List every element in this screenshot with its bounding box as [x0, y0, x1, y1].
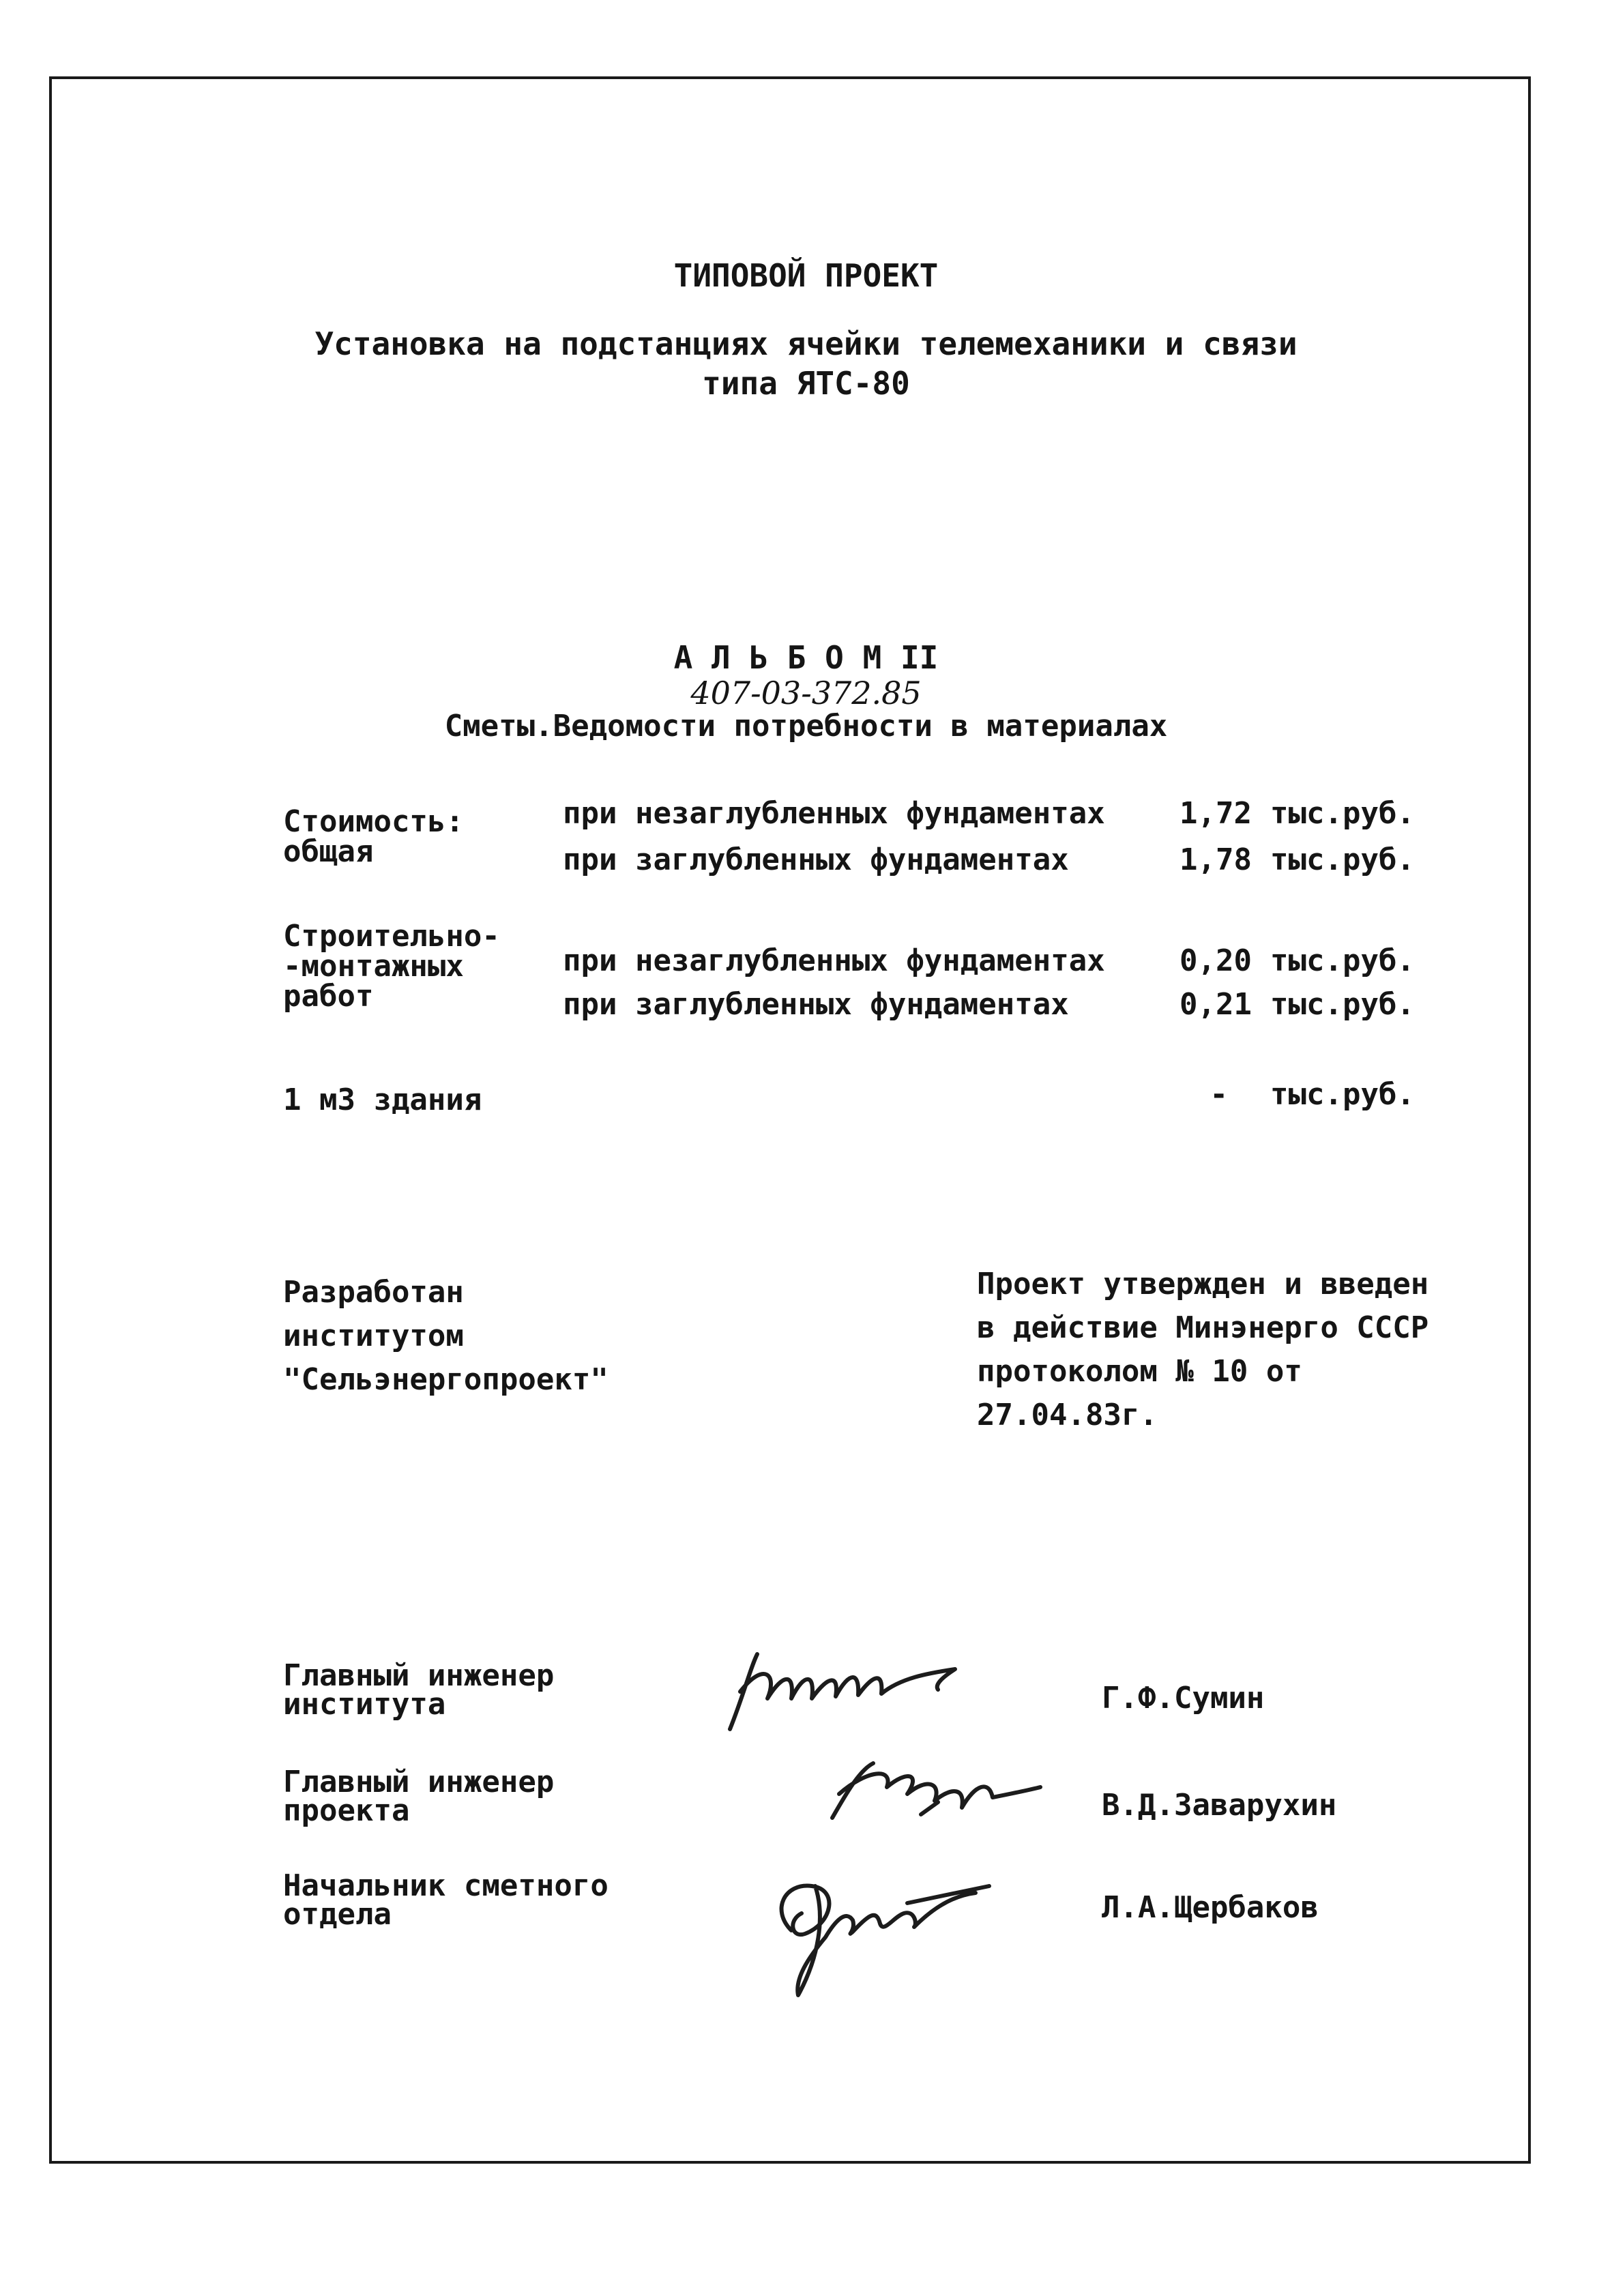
approval-line2: в действие Минэнерго СССР	[977, 1310, 1429, 1345]
signatory2-role-line2: проекта	[283, 1793, 410, 1828]
signatory1-role-line1: Главный инженер	[283, 1658, 555, 1693]
cost-construction-label-1: Строительно-	[283, 919, 500, 954]
signature-2-image	[819, 1753, 1051, 1828]
developer-line3: "Сельэнергопроект"	[283, 1362, 609, 1397]
cost-per-m3-value: -	[1210, 1077, 1228, 1112]
cost-per-m3-label: 1 м3 здания	[283, 1083, 482, 1117]
cost-construction-label-2: -монтажных	[283, 949, 464, 984]
developer-line2: институтом	[283, 1319, 464, 1353]
cost-general-row1-unit: тыс.руб.	[1270, 796, 1415, 831]
approval-line1: Проект утвержден и введен	[977, 1267, 1429, 1301]
cost-construction-row2-value: 0,21	[1179, 987, 1252, 1022]
signature-1-image	[703, 1634, 989, 1736]
album-number: 407-03-372.85	[690, 675, 922, 711]
approval-line4: 27.04.83г.	[977, 1398, 1158, 1432]
cost-general-label-1: Стоимость:	[283, 804, 464, 839]
signatory3-name: Л.А.Щербаков	[1102, 1890, 1319, 1925]
signatory3-role-line2: отдела	[283, 1897, 392, 1932]
cost-general-row2-value: 1,78	[1179, 842, 1252, 877]
cost-general-row2-desc: при заглубленных фундаментах	[563, 842, 1069, 877]
album-label: А Л Ь Б О М II	[673, 639, 939, 676]
signatory1-role-line2: института	[283, 1687, 446, 1722]
doc-type-heading: ТИПОВОЙ ПРОЕКТ	[673, 257, 939, 294]
cost-construction-row1-desc: при незаглубленных фундаментах	[563, 943, 1105, 978]
developer-line1: Разработан	[283, 1275, 464, 1310]
project-title-line2: типа ЯТС-80	[702, 365, 910, 402]
cost-construction-row2-desc: при заглубленных фундаментах	[563, 987, 1069, 1022]
approval-line3: протоколом № 10 от	[977, 1354, 1302, 1389]
cost-general-row2-unit: тыс.руб.	[1270, 842, 1415, 877]
cost-construction-row2-unit: тыс.руб.	[1270, 987, 1415, 1022]
project-title-line1: Установка на подстанциях ячейки телемеханики и связи	[314, 325, 1298, 362]
cost-construction-row1-value: 0,20	[1179, 943, 1252, 978]
signatory2-role-line1: Главный инженер	[283, 1765, 555, 1799]
signatory3-role-line1: Начальник сметного	[283, 1868, 609, 1903]
cost-general-label-2: общая	[283, 834, 374, 869]
signature-3-image	[750, 1855, 1010, 2005]
album-subtitle: Сметы.Ведомости потребности в материалах	[444, 709, 1168, 744]
cost-per-m3-unit: тыс.руб.	[1270, 1077, 1415, 1112]
cost-general-row1-desc: при незаглубленных фундаментах	[563, 796, 1105, 831]
cost-construction-label-3: работ	[283, 979, 374, 1014]
cost-construction-row1-unit: тыс.руб.	[1270, 943, 1415, 978]
signatory1-name: Г.Ф.Сумин	[1102, 1681, 1265, 1716]
cost-general-row1-value: 1,72	[1179, 796, 1252, 831]
signatory2-name: В.Д.Заварухин	[1102, 1788, 1337, 1823]
